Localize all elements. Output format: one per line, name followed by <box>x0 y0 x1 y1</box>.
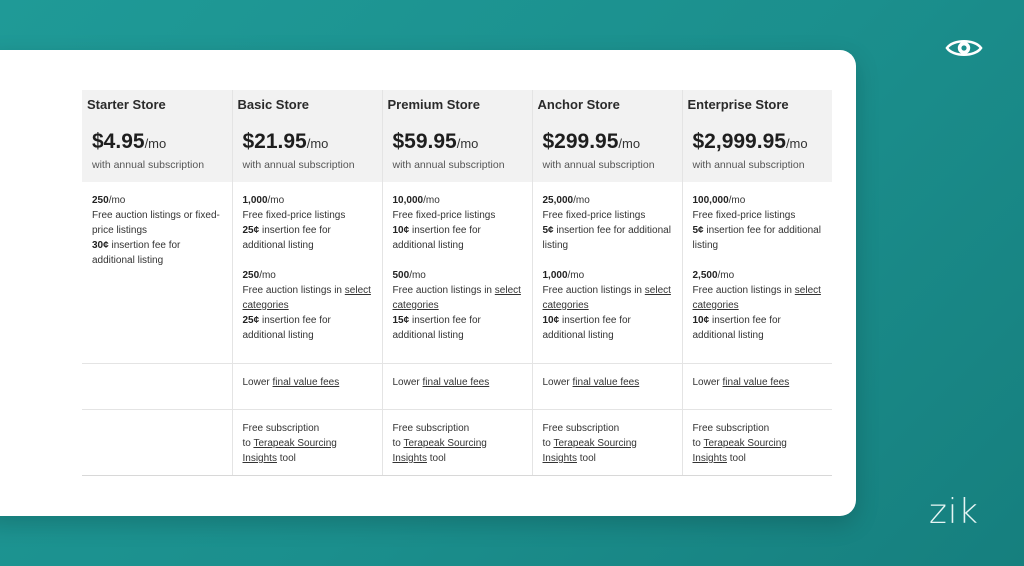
final-value-fees-link[interactable]: final value fees <box>572 376 640 388</box>
select-categories-link[interactable]: select categories <box>692 285 821 311</box>
insertion-fee: 10¢ <box>392 225 410 236</box>
quantity-unit: /mo <box>573 195 590 206</box>
listing-description: Free auction listings in select categories <box>392 285 521 311</box>
fee-cell <box>82 363 232 409</box>
listing-quantity: 100,000 <box>692 195 729 206</box>
tool-cell: Free subscription to Terapeak Sourcing Insights tool <box>532 409 682 475</box>
price-cell <box>532 118 682 182</box>
plan-name: Anchor Store <box>532 90 682 118</box>
listing-quantity: 1,000 <box>242 195 268 206</box>
insertion-fee-text: insertion fee for additional listing <box>242 225 331 251</box>
billing-note: with annual subscription <box>692 159 805 171</box>
price-period: /mo <box>785 136 808 151</box>
price-cell <box>82 118 232 182</box>
plan-name: Basic Store <box>232 90 382 118</box>
insertion-fee: 25¢ <box>242 225 260 236</box>
price-period: /mo <box>144 136 167 151</box>
price-amount: $59.95 <box>392 130 457 153</box>
quantity-unit: /mo <box>259 270 276 281</box>
insertion-fee: 30¢ <box>92 240 109 251</box>
listing-group <box>693 193 823 253</box>
billing-note: with annual subscription <box>242 159 355 171</box>
select-categories-link[interactable]: select categories <box>242 285 371 311</box>
listings-cell <box>82 182 232 363</box>
quantity-unit: /mo <box>717 270 735 281</box>
insertion-fee-text: insertion fee for additional listing <box>542 315 631 341</box>
listing-group <box>243 193 372 253</box>
listing-group <box>543 268 672 343</box>
price-amount: $299.95 <box>542 130 619 153</box>
plan-name: Premium Store <box>382 90 532 118</box>
select-categories-link[interactable]: select categories <box>542 285 671 311</box>
final-value-fee-row <box>82 363 832 409</box>
quantity-unit: /mo <box>728 195 746 206</box>
terapeak-row <box>82 409 832 475</box>
select-categories-link[interactable]: select categories <box>392 285 521 311</box>
terapeak-link[interactable]: Terapeak Sourcing <box>253 437 337 449</box>
listing-description: Free fixed-price listings <box>242 210 346 221</box>
listings-cell <box>382 182 532 363</box>
terapeak-link[interactable]: Terapeak Sourcing <box>703 437 787 449</box>
eye-icon <box>945 36 983 60</box>
listing-description: Free fixed-price listings <box>542 210 646 221</box>
billing-note: with annual subscription <box>542 159 655 171</box>
terapeak-link[interactable]: Insights <box>692 452 727 464</box>
insertion-fee-text: insertion fee for additional listing <box>392 225 481 251</box>
price-row <box>82 118 832 182</box>
insertion-fee: 5¢ <box>692 225 704 236</box>
listings-row <box>82 182 832 363</box>
listings-cell <box>532 182 682 363</box>
listing-group <box>543 193 672 253</box>
fee-cell: Lower final value fees <box>532 363 682 409</box>
listing-quantity: 250 <box>92 195 109 206</box>
brand-logo: zik <box>929 492 979 532</box>
quantity-unit: /mo <box>409 270 426 281</box>
billing-note: with annual subscription <box>392 159 505 171</box>
listing-quantity: 1,000 <box>542 270 568 281</box>
insertion-fee-text: insertion fee for additional listing <box>242 315 331 341</box>
listings-cell <box>682 182 832 363</box>
listing-group <box>243 268 372 343</box>
plan-header-row <box>82 90 832 118</box>
insertion-fee: 10¢ <box>542 315 560 326</box>
insertion-fee: 25¢ <box>242 315 260 326</box>
insertion-fee-text: insertion fee for additional listing <box>692 225 821 251</box>
listing-description: Free auction listings in select categories <box>242 285 371 311</box>
price-period: /mo <box>306 136 329 151</box>
listings-cell <box>232 182 382 363</box>
tool-cell: Free subscription to Terapeak Sourcing Insights tool <box>682 409 832 475</box>
listing-description: Free auction listings in select categories <box>692 285 821 311</box>
terapeak-link[interactable]: Insights <box>392 452 427 464</box>
listing-description: Free fixed-price listings <box>692 210 796 221</box>
price-amount: $2,999.95 <box>692 130 786 153</box>
quantity-unit: /mo <box>423 195 440 206</box>
plan-name: Starter Store <box>82 90 232 118</box>
insertion-fee-text: insertion fee for additional listing <box>92 240 181 266</box>
fee-cell: Lower final value fees <box>382 363 532 409</box>
insertion-fee: 15¢ <box>392 315 410 326</box>
tool-cell: Free subscription to Terapeak Sourcing Insights tool <box>232 409 382 475</box>
listing-quantity: 500 <box>392 270 410 281</box>
terapeak-link[interactable]: Insights <box>542 452 577 464</box>
quantity-unit: /mo <box>267 195 285 206</box>
listing-quantity: 10,000 <box>392 195 424 206</box>
listing-quantity: 2,500 <box>692 270 718 281</box>
listing-group <box>92 193 222 268</box>
price-cell <box>382 118 532 182</box>
fee-cell: Lower final value fees <box>682 363 832 409</box>
store-plans-table <box>82 90 832 476</box>
insertion-fee-text: insertion fee for additional listing <box>392 315 481 341</box>
quantity-unit: /mo <box>567 270 585 281</box>
price-amount: $21.95 <box>242 130 307 153</box>
plan-name: Enterprise Store <box>682 90 832 118</box>
listing-group <box>393 193 522 253</box>
final-value-fees-link[interactable]: final value fees <box>422 376 490 388</box>
tool-cell: Free subscription to Terapeak Sourcing Insights tool <box>382 409 532 475</box>
quantity-unit: /mo <box>108 195 126 206</box>
price-cell <box>682 118 832 182</box>
final-value-fees-link[interactable]: final value fees <box>272 376 340 388</box>
listing-group <box>393 268 522 343</box>
fee-cell: Lower final value fees <box>232 363 382 409</box>
price-period: /mo <box>456 136 479 151</box>
listing-description: Free auction listings in select categories <box>542 285 671 311</box>
price-period: /mo <box>618 136 641 151</box>
price-amount: $4.95 <box>92 130 145 153</box>
listing-quantity: 250 <box>242 270 260 281</box>
listing-description: Free fixed-price listings <box>392 210 496 221</box>
tool-cell <box>82 409 232 475</box>
terapeak-link[interactable]: Insights <box>242 452 277 464</box>
insertion-fee: 10¢ <box>692 315 710 326</box>
terapeak-link[interactable]: Terapeak Sourcing <box>553 437 637 449</box>
final-value-fees-link[interactable]: final value fees <box>722 376 790 388</box>
listing-description: Free auction listings or fixed-price listings <box>92 210 220 236</box>
insertion-fee: 5¢ <box>542 225 554 236</box>
listing-group <box>693 268 823 343</box>
insertion-fee-text: insertion fee for additional listing <box>692 315 781 341</box>
listing-quantity: 25,000 <box>542 195 574 206</box>
insertion-fee-text: insertion fee for additional listing <box>542 225 671 251</box>
terapeak-link[interactable]: Terapeak Sourcing <box>403 437 487 449</box>
billing-note: with annual subscription <box>92 159 205 171</box>
price-cell <box>232 118 382 182</box>
